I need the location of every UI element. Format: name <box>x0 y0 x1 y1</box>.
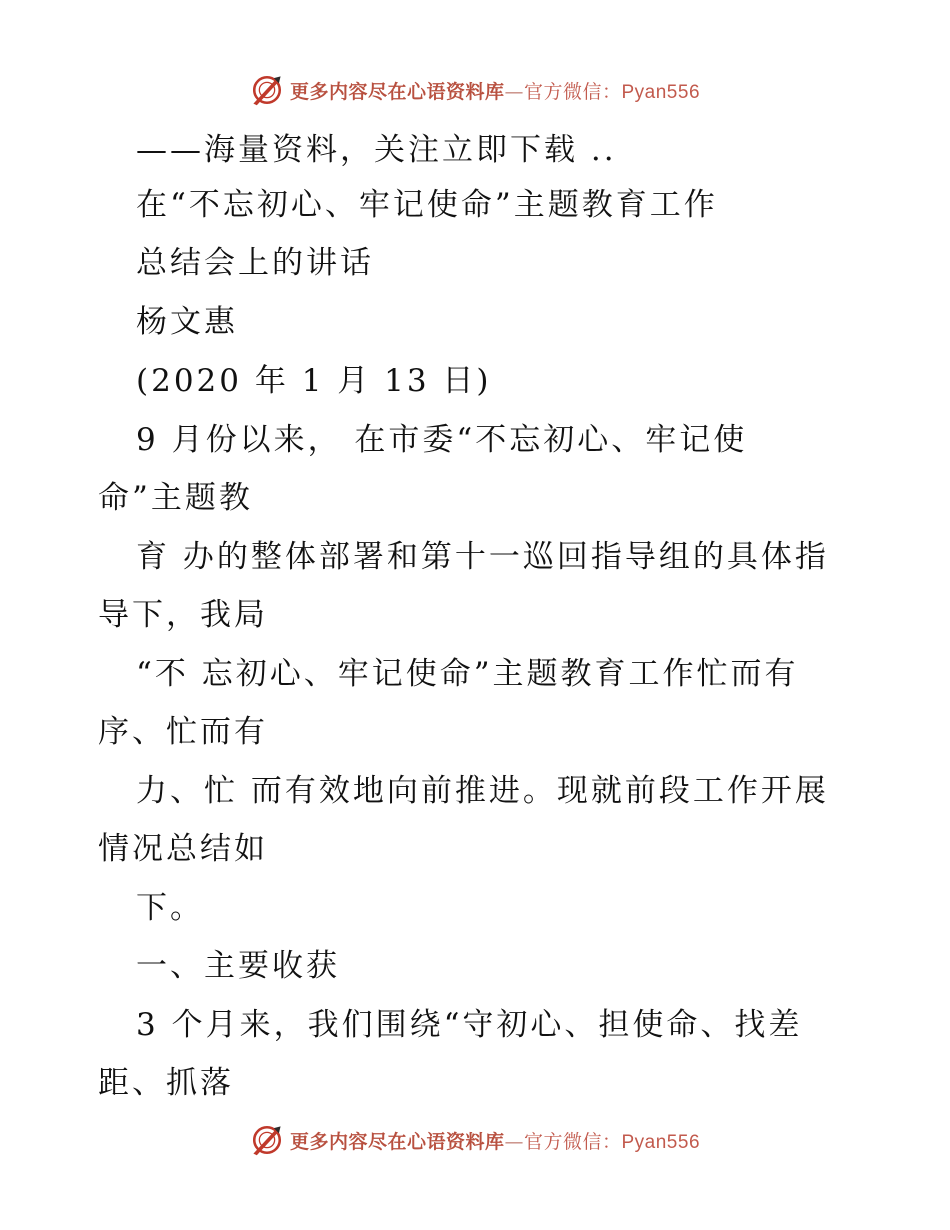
paragraph-line: 9 月份以来， 在市委“不忘初心、牢记使 <box>136 422 748 458</box>
paragraph-line: “不 忘初心、牢记使命”主题教育工作忙而有 <box>136 656 799 692</box>
title-line-1: 在“不忘初心、牢记使命”主题教育工作 <box>136 187 718 223</box>
paragraph-line: 育 办的整体部署和第十一巡回指导组的具体指 <box>136 539 829 575</box>
banner-dash: — <box>504 1130 524 1153</box>
banner-main-text: 更多内容尽在心语资料库 <box>289 80 505 103</box>
author-name: 杨文惠 <box>136 304 238 340</box>
footer-watermark-banner <box>0 1120 950 1160</box>
paragraph-line: 3 个月来，我们围绕“守初心、担使命、找差 <box>136 1007 803 1043</box>
paragraph-line: 导下，我局 <box>98 597 268 633</box>
banner-wechat-id: Pyan556 <box>621 1131 701 1153</box>
paragraph-line: 序、忙而有 <box>98 714 268 750</box>
header-watermark-banner <box>0 70 950 110</box>
banner-main-text: 更多内容尽在心语资料库 <box>289 1130 505 1153</box>
speech-date: (2020 年 1 月 13 日) <box>136 363 492 399</box>
paragraph-line: 力、忙 而有效地向前推进。现就前段工作开展 <box>136 773 829 809</box>
quill-seal-icon <box>250 73 284 107</box>
section-heading: 一、主要收获 <box>136 948 340 984</box>
banner-wechat-label: 官方微信： <box>523 1130 622 1153</box>
banner-dash: — <box>504 80 524 103</box>
paragraph-line: 距、抓落 <box>98 1065 234 1101</box>
banner-wechat-id: Pyan556 <box>621 81 701 103</box>
paragraph-line: 命”主题教 <box>98 480 253 516</box>
tagline: ——海量资料，关注立即下载 .. <box>136 132 617 168</box>
paragraph-line: 情况总结如 <box>98 831 268 867</box>
paragraph-line: 下。 <box>136 890 204 926</box>
title-line-2: 总结会上的讲话 <box>136 245 374 281</box>
quill-seal-icon <box>250 1123 284 1157</box>
banner-wechat-label: 官方微信： <box>523 80 622 103</box>
